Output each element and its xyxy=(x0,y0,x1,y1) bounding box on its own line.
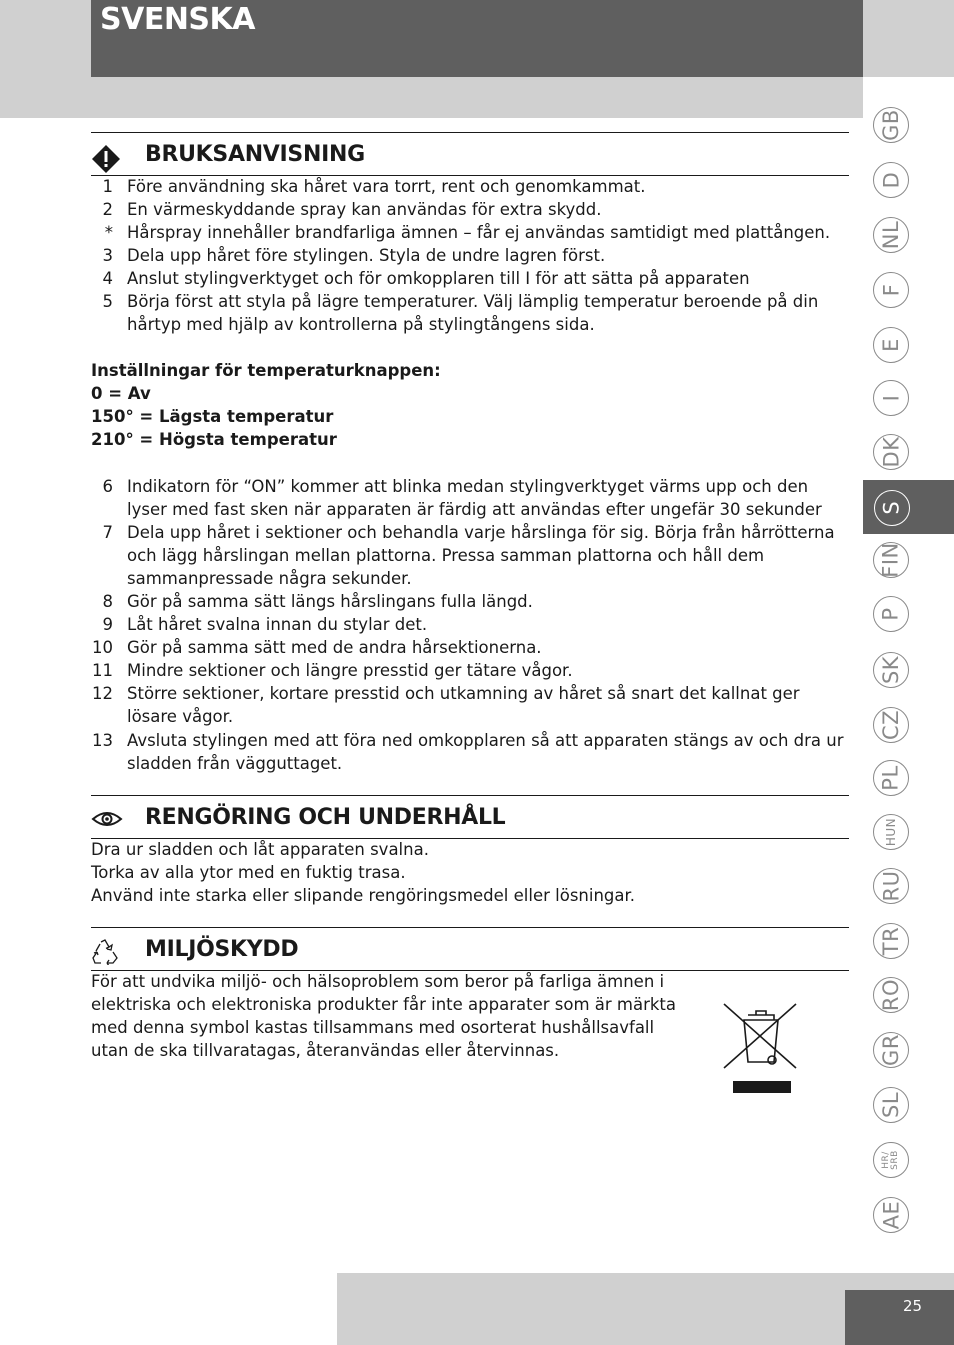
lang-tab-ru[interactable] xyxy=(871,866,911,906)
step-text: Dela upp håret i sektioner och behandla varje hårslinga för sig. Börja från hårrötterna och lägg hårslingan mellan plattorna. Pressa samman plattorna och håll dem sammanpressade några sekunder. xyxy=(127,523,835,588)
settings-line: 0 = Av xyxy=(91,384,151,403)
lang-tab-circle xyxy=(873,760,909,796)
cleaning-line: Dra ur sladden och låt apparaten svalna. xyxy=(91,840,429,859)
lang-tab-s[interactable] xyxy=(863,480,954,534)
lang-tab-circle xyxy=(873,814,909,850)
lang-tab-sk[interactable] xyxy=(871,650,911,690)
lang-tab-f[interactable] xyxy=(871,270,911,310)
lang-tab-fin[interactable] xyxy=(871,540,911,580)
lang-tab-label: GR xyxy=(879,1034,903,1066)
lang-tab-label: HR/ SRB xyxy=(880,1150,900,1170)
step-text: Avsluta stylingen med att föra ned omkopplaren så att apparaten stängs av och dra ur sladden från vägguttaget. xyxy=(127,731,844,773)
cleaning-line: Torka av alla ytor med en fuktig trasa. xyxy=(91,863,406,882)
lang-tab-hun[interactable] xyxy=(871,812,911,852)
lang-tab-circle xyxy=(873,327,909,363)
header-bar xyxy=(91,0,863,77)
section-rule-top xyxy=(91,132,849,133)
cleaning-line: Använd inte starka eller slipande rengöringsmedel eller lösningar. xyxy=(91,886,636,905)
lang-tab-circle xyxy=(873,596,909,632)
lang-tab-pl[interactable] xyxy=(871,758,911,798)
lang-tab-p[interactable] xyxy=(871,594,911,634)
environment-line: elektriska och elektroniska produkter får inte apparater som är märkta xyxy=(91,995,677,1014)
lang-tab-circle xyxy=(873,707,909,743)
lang-tab-circle xyxy=(873,923,909,959)
step-text: Börja först att styla på lägre temperaturer. Välj lämplig temperatur beroende på din hårtyp med hjälp av kontrollerna på stylingtångens sida. xyxy=(127,292,819,334)
lang-tab-e[interactable] xyxy=(871,325,911,365)
lang-tab-circle xyxy=(873,1142,909,1178)
step-number: 8 xyxy=(102,592,113,611)
recycle-icon xyxy=(91,939,119,965)
step-number: 7 xyxy=(102,523,113,542)
bottom-panel xyxy=(0,1273,337,1345)
lang-tab-label: RO xyxy=(879,978,903,1012)
section-rule-top xyxy=(91,927,849,928)
lang-tab-label: TR xyxy=(878,926,903,956)
step-number: 6 xyxy=(102,477,113,496)
lang-tab-label: CZ xyxy=(879,709,903,741)
step-text: Större sektioner, kortare presstid och utkamning av håret så snart det kallnat ger lösare vågor. xyxy=(127,684,800,726)
settings-heading: Inställningar för temperaturknappen: xyxy=(91,361,441,380)
step-text: En värmeskyddande spray kan användas för extra skydd. xyxy=(127,200,602,219)
lang-tab-cz[interactable] xyxy=(871,705,911,745)
settings-line: 150° = Lägsta temperatur xyxy=(91,407,334,426)
lang-tab-d[interactable] xyxy=(871,160,911,200)
settings-line: 210° = Högsta temperatur xyxy=(91,430,337,449)
section-title: BRUKSANVISNING xyxy=(145,142,365,167)
lang-tab-label: NL xyxy=(878,220,903,250)
step-number: 10 xyxy=(92,638,113,657)
step-text: Indikatorn för “ON” kommer att blinka medan stylingverktyget värms upp och den lyser med fast sken när apparaten är färdig att användas efter ungefär 30 sekunder xyxy=(127,477,822,519)
lang-tab-circle xyxy=(874,490,910,526)
lang-tab-ae[interactable] xyxy=(871,1195,911,1235)
environment-line: med denna symbol kastas tillsammans med osorterat hushållsavfall xyxy=(91,1018,655,1037)
lang-tab-circle xyxy=(873,1197,909,1233)
lang-tab-label: S xyxy=(880,501,904,515)
lang-tab-label: GB xyxy=(879,109,903,141)
lang-tab-label: P xyxy=(878,607,903,621)
page-title: SVENSKA xyxy=(100,2,255,37)
lang-tab-i[interactable] xyxy=(871,378,911,418)
step-text: Låt håret svalna innan du stylar det. xyxy=(127,615,428,634)
lang-tab-gb[interactable] xyxy=(871,105,911,145)
step-number: 1 xyxy=(102,177,113,196)
step-number: 12 xyxy=(92,684,113,703)
lang-tab-circle xyxy=(873,542,909,578)
lang-tab-label: SL xyxy=(879,1091,903,1119)
step-number: 5 xyxy=(102,292,113,311)
lang-tab-circle xyxy=(873,162,909,198)
lang-tab-label: I xyxy=(878,394,903,402)
lang-tab-circle xyxy=(873,1087,909,1123)
lang-tab-circle xyxy=(873,868,909,904)
lang-tab-label: HUN xyxy=(883,817,898,847)
lang-tab-circle xyxy=(873,977,909,1013)
section-rule-top xyxy=(91,795,849,796)
lang-tab-circle xyxy=(873,434,909,470)
lang-tab-label: RU xyxy=(879,870,903,902)
lang-tab-circle xyxy=(873,1032,909,1068)
lang-tab-circle xyxy=(873,652,909,688)
lang-tab-circle xyxy=(873,380,909,416)
lang-tab-label: D xyxy=(878,171,903,189)
lang-tab-circle xyxy=(873,272,909,308)
step-number: 9 xyxy=(102,615,113,634)
environment-line: utan de ska tillvaratagas, återanvändas eller återvinnas. xyxy=(91,1041,560,1060)
section-title: RENGÖRING OCH UNDERHÅLL xyxy=(145,805,506,830)
step-text: Anslut stylingverktyget och för omkopplaren till I för att sätta på apparaten xyxy=(127,269,750,288)
step-text: Mindre sektioner och längre presstid ger tätare vågor. xyxy=(127,661,573,680)
section-title: MILJÖSKYDD xyxy=(145,937,299,962)
step-number: 2 xyxy=(102,200,113,219)
lang-tab-dk[interactable] xyxy=(871,432,911,472)
step-text: Gör på samma sätt längs hårslingans fulla längd. xyxy=(127,592,533,611)
step-number: 13 xyxy=(92,731,113,750)
step-text: Före användning ska håret vara torrt, rent och genomkammat. xyxy=(127,177,646,196)
step-number: 11 xyxy=(92,661,113,680)
step-number: * xyxy=(104,223,113,242)
lang-tab-nl[interactable] xyxy=(871,215,911,255)
lang-tab-hr-srb[interactable] xyxy=(871,1140,911,1180)
lang-tab-label: AE xyxy=(878,1200,903,1230)
lang-tab-circle xyxy=(873,217,909,253)
eye-icon xyxy=(91,809,123,829)
lang-tab-label: SK xyxy=(878,655,903,685)
crossed-out-bin-icon xyxy=(722,1002,800,1096)
lang-tab-sl[interactable] xyxy=(871,1085,911,1125)
lang-tab-circle xyxy=(873,107,909,143)
page-number-box xyxy=(845,1290,954,1345)
lang-tab-gr[interactable] xyxy=(871,1030,911,1070)
step-text: Dela upp håret före stylingen. Styla de undre lagren först. xyxy=(127,246,606,265)
step-text: Hårspray innehåller brandfarliga ämnen – får ej användas samtidigt med plattången. xyxy=(127,223,831,242)
lang-tab-label: FIN xyxy=(879,542,904,578)
environment-line: För att undvika miljö- och hälsoproblem som beror på farliga ämnen i xyxy=(91,972,665,991)
step-number: 3 xyxy=(102,246,113,265)
lang-tab-label: F xyxy=(879,283,903,297)
step-text: Gör på samma sätt med de andra hårsektionerna. xyxy=(127,638,542,657)
step-number: 4 xyxy=(102,269,113,288)
warning-icon xyxy=(91,144,121,174)
lang-tab-tr[interactable] xyxy=(871,921,911,961)
lang-tab-label: PL xyxy=(879,765,903,791)
page-number: 25 xyxy=(903,1297,923,1315)
lang-tab-label: E xyxy=(879,338,903,352)
lang-tab-label: DK xyxy=(878,436,903,468)
lang-tab-ro[interactable] xyxy=(871,975,911,1015)
